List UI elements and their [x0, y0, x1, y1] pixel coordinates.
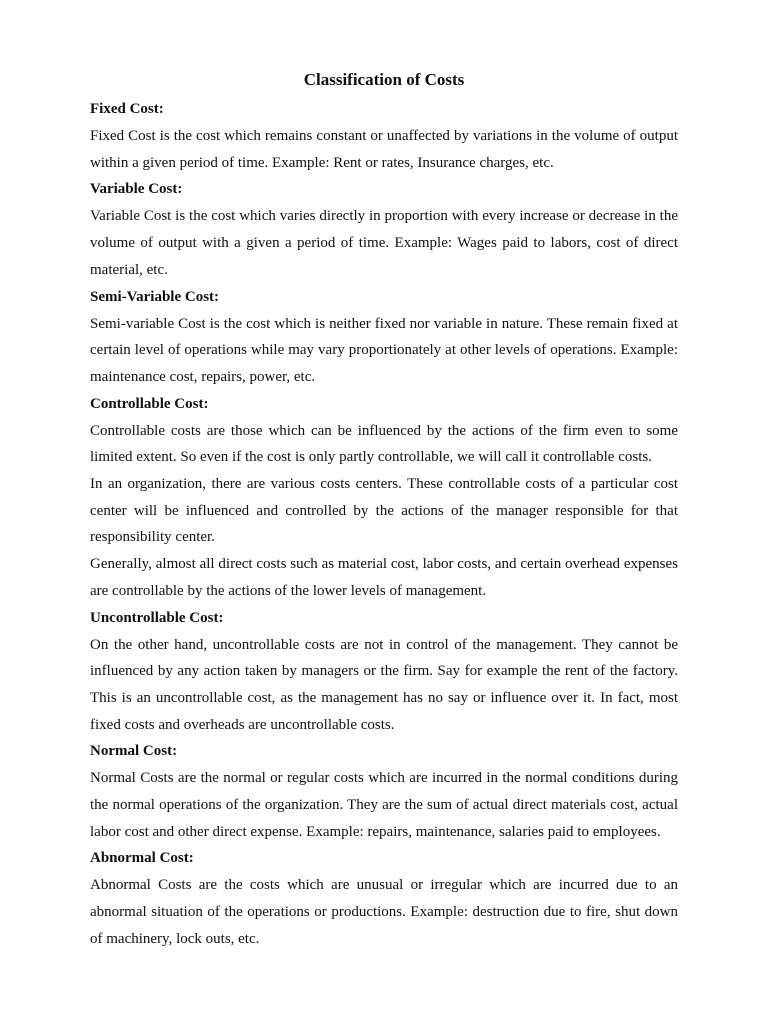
section-paragraph: Normal Costs are the normal or regular costs which are incurred in the normal conditions during the normal operations of the organization. They are the sum of actual direct materials cost, actual labor cost and other direct expense. Example: repairs, maintenance, salaries paid to employees.	[90, 770, 678, 840]
section-paragraph: In an organization, there are various costs centers. These controllable costs of a particular cost center will be influenced and controlled by the actions of the manager responsible for that responsibility center.	[90, 476, 678, 546]
section-paragraph: Variable Cost is the cost which varies directly in proportion with every increase or decrease in the volume of output with a given a period of time. Example: Wages paid to labors, cost of direct material, etc.	[90, 208, 678, 278]
section-paragraph: Abnormal Costs are the costs which are unusual or irregular which are incurred due to an abnormal situation of the operations or productions. Example: destruction due to fire, shut down of machinery, lock outs, etc.	[90, 877, 678, 947]
section-paragraph: Semi-variable Cost is the cost which is neither fixed nor variable in nature. These remain fixed at certain level of operations while may vary proportionately at other levels of operations. Example: maintenance cost, repairs, power, etc.	[90, 315, 678, 385]
document-page	[90, 66, 678, 953]
section-paragraph: On the other hand, uncontrollable costs are not in control of the management. They cannot be influenced by any action taken by managers or the firm. Say for example the rent of the factory. This is an uncontrollable cost, as the management has no say or influence over it. In fact, most fixed costs and overheads are uncontrollable costs.	[90, 636, 678, 733]
section-paragraph: Generally, almost all direct costs such as material cost, labor costs, and certain overhead expenses are controllable by the actions of the lower levels of management.	[90, 556, 678, 599]
section-heading-uncontrollable-cost: Uncontrollable Cost:	[90, 609, 224, 626]
section-paragraph: Controllable costs are those which can be influenced by the actions of the firm even to some limited extent. So even if the cost is only partly controllable, we will call it controllable costs.	[90, 422, 678, 466]
section-paragraph: Fixed Cost is the cost which remains constant or unaffected by variations in the volume of output within a given period of time. Example: Rent or rates, Insurance charges, etc.	[90, 128, 678, 171]
section-heading-normal-cost: Normal Cost:	[90, 743, 178, 760]
section-heading-fixed-cost: Fixed Cost:	[90, 101, 164, 117]
section-heading-abnormal-cost: Abnormal Cost:	[90, 850, 194, 867]
section-heading-variable-cost: Variable Cost:	[90, 181, 183, 198]
page-title: Classification of Costs	[303, 70, 465, 89]
section-heading-semi-variable-cost: Semi-Variable Cost:	[90, 288, 220, 305]
section-heading-controllable-cost: Controllable Cost:	[90, 395, 209, 412]
